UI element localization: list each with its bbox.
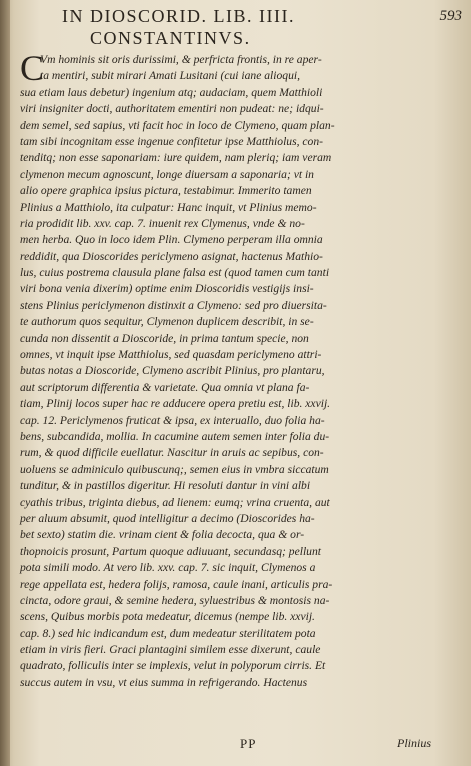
text-line-content: Plinius a Matthiolo, ita culpatur: Hanc inquit, vt Plinius memo-	[20, 200, 317, 214]
text-line-content: tam sibi incognitam esse ingenue confitetur ipse Matthiolus, con-	[20, 134, 324, 148]
text-line-content: viri insigniter docti, authoritatem ementiri non pudeat: ne; idqui-	[20, 102, 324, 116]
text-line-content: viri bona venia dixerim) optime enim Dioscoridis vestigijs insi-	[20, 282, 314, 296]
text-line	[20, 265, 430, 281]
signature-mark: PP	[240, 736, 257, 751]
text-line-content: quadrato, folliculis inter se implexis, velut in polyporum cirris. Et	[20, 659, 326, 673]
text-line-content: rege appellata est, hedera folijs, ramosa, caule inani, articulis pra-	[20, 577, 333, 591]
text-line	[20, 429, 430, 445]
text-line-content: cyathis tribus, triginta diebus, ad lienem: eumq; vrina cruenta, aut	[20, 495, 330, 509]
text-line-content: aut scriptorum differentia & varietate. Qua omnia vt plana fa-	[20, 380, 310, 394]
text-line	[20, 68, 430, 84]
text-line-content: scens, Quibus morbis pota medeatur, dicemus (nempe lib. xxvij.	[20, 610, 315, 624]
text-line-content: lus, cuius postrema clausula plane falsa est (quod tamen cum tanti	[20, 266, 330, 280]
text-line	[20, 101, 430, 117]
section-heading: CONSTANTINVS.	[90, 28, 251, 48]
text-line	[20, 478, 430, 494]
text-line	[20, 609, 430, 625]
text-line-content: cap. 8.) sed hic indicandum est, dum medeatur sterilitatem pota	[20, 626, 316, 640]
text-line	[20, 577, 430, 593]
text-line	[20, 527, 430, 543]
body-text	[20, 48, 430, 691]
text-line-content: tunditur, & in pastillos digeritur. Hi resoluti dantur in vini albi	[20, 479, 311, 493]
text-line-content: etiam in viris fieri. Graci plantagini similem esse dixerunt, caule	[20, 643, 321, 657]
text-line	[20, 314, 430, 330]
text-line-content: uoluens se adminiculo quibuscunq;, semen eius in vmbra siccatum	[20, 462, 329, 476]
text-line	[20, 281, 430, 297]
text-line-content: bet sexto) statim die. vrinam cient & folia decocta, qua & or-	[20, 528, 305, 542]
text-line	[20, 642, 430, 658]
text-line	[20, 232, 430, 248]
text-line-content: tiam, Plinij locos super hac re adducere opera pretiu est, lib. xxvij.	[20, 397, 331, 411]
text-line-content: ta mentiri, subit mirari Amati Lusitani (cui iane alioqui,	[40, 69, 301, 83]
page-footer	[0, 736, 471, 756]
text-line	[20, 347, 430, 363]
text-line	[20, 150, 430, 166]
text-line	[20, 118, 430, 134]
text-line-content: tenditq; non esse saponariam: iure quidem, nam pleriq; iam veram	[20, 151, 332, 165]
text-line-content: omnes, vt inquit ipse Matthiolus, sed quasdam periclymeno attri-	[20, 348, 322, 362]
text-line	[20, 511, 430, 527]
page-number: 593	[439, 8, 462, 24]
text-line	[20, 85, 430, 101]
text-line	[20, 560, 430, 576]
text-line-content: succus autem in vsu, vt eius summa in refrigerando. Hactenus	[20, 675, 308, 689]
text-line-content: cap. 12. Periclymenos fruticat & ipsa, ex interuallo, duo folia ha-	[20, 413, 325, 427]
text-line	[20, 331, 430, 347]
text-line-content: alio opere graphica ipsius pictura, testabimur. Immerito tamen	[20, 184, 312, 198]
text-line	[20, 200, 430, 216]
text-line-content: clymenon mecum agnoscunt, longe diuersam a saponaria; vt in	[20, 167, 314, 181]
text-line-content: thopnoicis prosunt, Partum quoque adiuuant, secundasq; pellunt	[20, 544, 321, 558]
catchword: Plinius	[396, 736, 431, 750]
text-line-content: sua etiam laus debetur) ingenium atq; audaciam, quem Matthioli	[20, 85, 323, 99]
text-line-content: cunda non dissentit a Dioscoride, in prima tantum specie, non	[20, 331, 309, 345]
running-head: IN DIOSCORID. LIB. IIII.	[62, 6, 295, 26]
text-line	[20, 134, 430, 150]
text-line	[20, 380, 430, 396]
text-line-content: men herba. Quo in loco idem Plin. Clymeno perperam illa omnia	[20, 233, 323, 247]
text-line	[20, 167, 430, 183]
text-line	[20, 675, 430, 691]
text-line-content: te authorum quos sequitur, Clymenon duplicem describit, in se-	[20, 315, 314, 329]
text-line	[20, 413, 430, 429]
text-line-content: per aluum absumit, quod intelligitur a decimo (Dioscorides ha-	[20, 511, 315, 525]
book-gutter	[0, 0, 10, 766]
text-line	[20, 626, 430, 642]
drop-cap: C	[20, 48, 45, 88]
text-line-content: rum, & quod difficile euellatur. Nascitur in aruis ac sepibus, con-	[20, 446, 324, 460]
text-line	[20, 396, 430, 412]
text-line-content: cincta, odore graui, & semine hedera, syluestribus & montosis na-	[20, 593, 330, 607]
text-line	[20, 462, 430, 478]
text-line	[20, 183, 430, 199]
text-line-content: bens, subcandida, mollia. In cacumine autem semen inter folia du-	[20, 429, 330, 443]
text-line-content: dem semel, sed sapius, vti facit hoc in loco de Clymeno, quam plan-	[20, 118, 335, 132]
text-line-content: pota simili modo. At vero lib. xxv. cap. 7. sic inquit, Clymenos a	[20, 561, 316, 575]
text-line-content: reddidit, qua Dioscorides periclymeno asignat, hactenus Mathio-	[20, 249, 323, 263]
text-line	[20, 249, 430, 265]
text-line	[20, 363, 430, 379]
text-line-content: stens Plinius periclymenon distinxit a Clymeno: sed pro diuersita-	[20, 298, 327, 312]
text-line	[20, 52, 430, 68]
text-line-content: Vm hominis sit oris durissimi, & perfricta frontis, in re aper-	[40, 53, 322, 66]
text-line-content: butas notas a Dioscoride, Clymeno ascribit Plinius, pro plantaru,	[20, 364, 325, 378]
text-line	[20, 298, 430, 314]
text-line	[20, 593, 430, 609]
text-line	[20, 445, 430, 461]
text-line	[20, 216, 430, 232]
text-line-content: ria prodidit lib. xxv. cap. 7. inuenit rex Clymenus, vnde & no-	[20, 216, 305, 230]
text-line	[20, 544, 430, 560]
text-line	[20, 658, 430, 674]
text-line	[20, 495, 430, 511]
